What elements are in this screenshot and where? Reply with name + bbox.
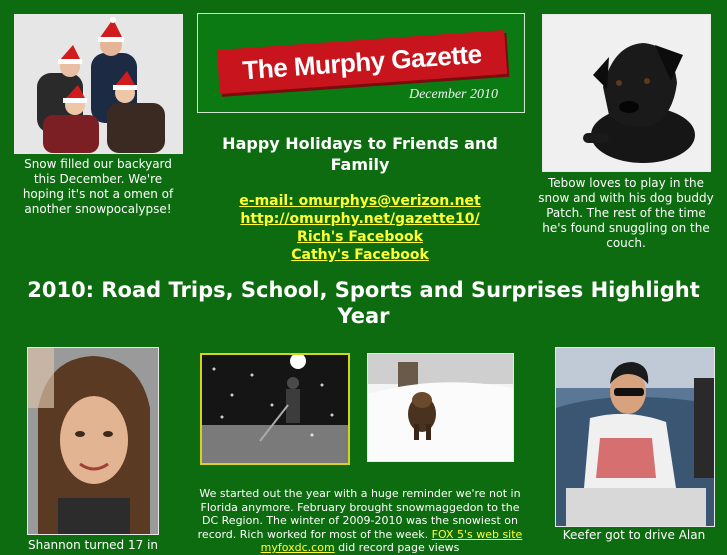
dog-photo-art: [543, 15, 710, 171]
story-text: [195, 487, 525, 555]
issue-date: December 2010: [408, 87, 498, 102]
snow-night-photo-art: [202, 355, 348, 463]
dog-caption: Tebow loves to play in the snow and with his dog buddy Patch. The rest of the time he's found snuggling on the couch.: [538, 176, 714, 250]
contact-links: [197, 192, 523, 264]
fox5-link[interactable]: FOX 5's web site myfoxdc.com: [260, 527, 523, 554]
keefer-photo-art: [556, 348, 714, 526]
gazette-url-link[interactable]: http://omurphy.net/gazette10/: [240, 211, 480, 227]
gazette-title: The Murphy Gazette: [241, 38, 483, 86]
family-photo-art: [15, 15, 182, 153]
keefer-photo: [555, 347, 715, 527]
family-caption: Snow filled our backyard this December. We're hoping it's not a omen of another snowpocalypse!: [22, 157, 174, 216]
email-link[interactable]: e-mail: omurphys@verizon.net: [239, 193, 481, 209]
story-body: We started out the year with a huge reminder we're not in Florida anymore. February brought snowmaggedon to the DC Region. The winter of 2009-2010 was the snowiest on record. Rich worked for most of the week.: [197, 487, 521, 541]
year-headline: 2010: Road Trips, School, Sports and Surprises Highlight Year: [27, 278, 700, 328]
family-photo: [14, 14, 183, 154]
holiday-greeting: Happy Holidays to Friends and Family: [222, 134, 498, 174]
gazette-banner: [197, 13, 525, 113]
dog-photo: [542, 14, 711, 172]
shannon-photo-art: [28, 348, 158, 534]
dog-snow-photo: [367, 353, 514, 462]
keefer-caption: Keefer got to drive Alan: [562, 528, 706, 542]
shannon-caption: Shannon turned 17 in: [27, 538, 159, 552]
snow-night-photo: [200, 353, 350, 465]
cathy-facebook-link[interactable]: Cathy's Facebook: [291, 247, 429, 263]
shannon-photo: [27, 347, 159, 535]
story-tail: did record page views: [334, 541, 460, 554]
dog-snow-photo-art: [368, 354, 513, 461]
title-ribbon: [217, 30, 507, 94]
rich-facebook-link[interactable]: Rich's Facebook: [297, 229, 423, 245]
